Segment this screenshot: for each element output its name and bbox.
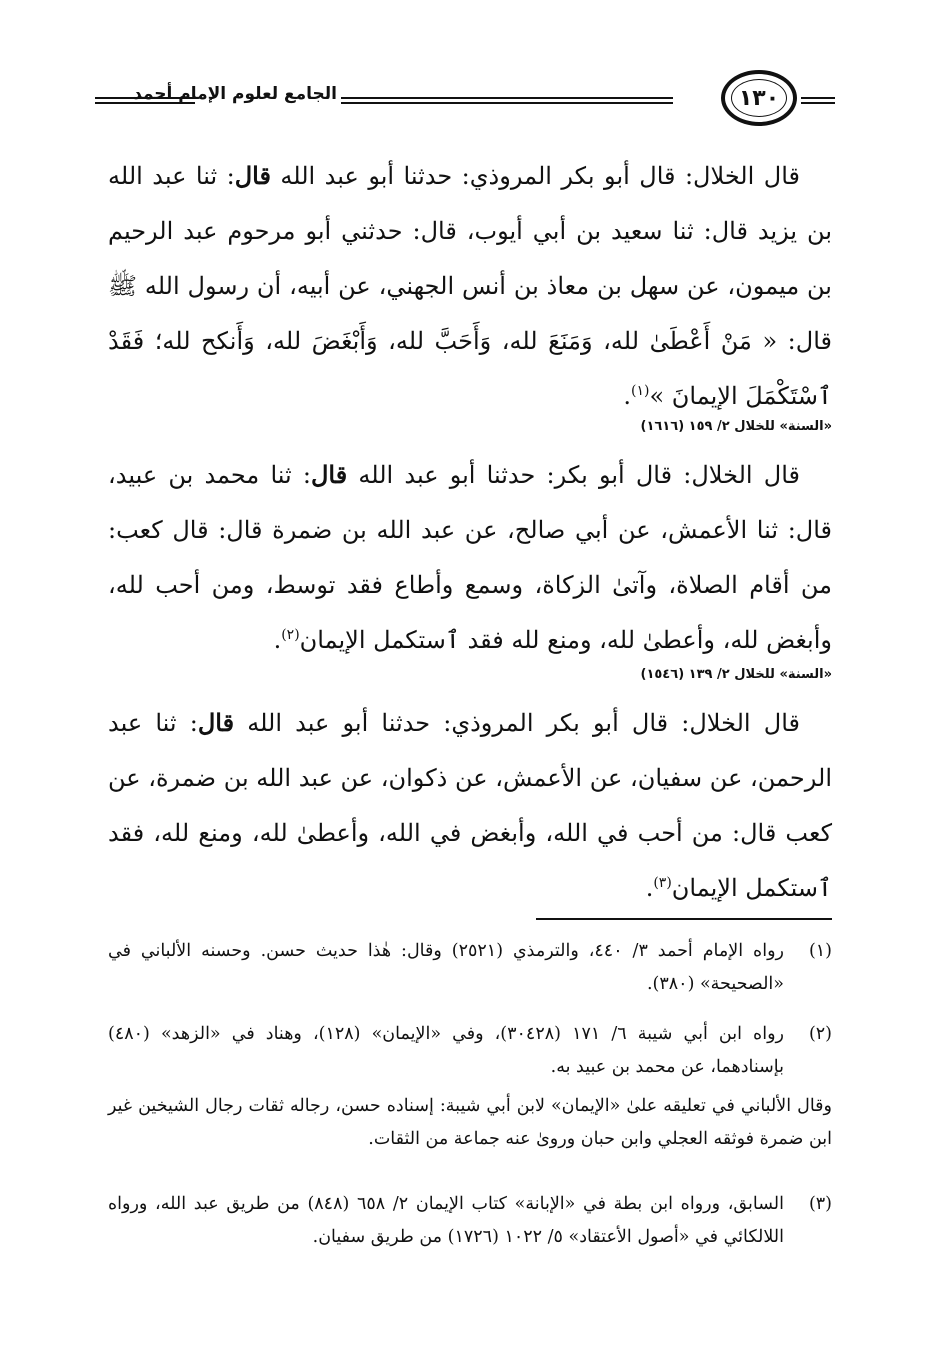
footnote-3-number: (٣) (808, 1194, 832, 1214)
header-rule-middle (341, 97, 673, 104)
footnote-1-number: (١) (808, 941, 832, 961)
footnote-2-text: رواه ابن أبي شيبة ٦/ ١٧١ (٣٠٤٢٨)، وفي «الإيمان» (١٢٨)، وهناد في «الزهد» (٤٨٠) بإسنادهما، عن محمد بن عبيد به. (108, 1024, 784, 1077)
running-title: الجامع لعلوم الإمام أحمد (133, 84, 337, 104)
page-header (95, 68, 835, 132)
source-citation-2: «السنة» للخلال ٢/ ١٣٩ (١٥٤٦) (640, 667, 832, 682)
footnote-2-continuation: وقال الألباني في تعليقه علىٰ «الإيمان» لابن أبي شيبة: إسناده حسن، رجاله ثقات رجال الشيخين غير ابن ضمرة فوثقه العجلي وابن حبان وروىٰ عنه جماعة من الثقات. (108, 1096, 832, 1149)
footnote-2-number: (٢) (808, 1024, 832, 1044)
paragraph-3-text-b: : ثنا عبد الرحمن، عن سفيان، عن الأعمش، عن ذكوان، عن عبد الله بن ضمرة، عن كعب قال: من أحب في الله، وأبغض في الله، وأعطىٰ لله، ومنع لله، فقد ٱستكمل الإيمان (108, 709, 832, 902)
header-rule-right (801, 97, 835, 104)
paragraph-1-text-b: : ثنا عبد الله بن يزيد قال: ثنا سعيد بن أبي أيوب، قال: حدثني أبو مرحوم عبد الرحيم بن ميمون، عن سهل بن معاذ بن أنس الجهني، عن أبيه، أن رسول الله ﷺ قال: « مَنْ أَعْطَىٰ لله، وَمَنَعَ لله، وَأَحَبَّ لله، وَأَبْغَضَ لله، وَأَنكح لله؛ فَقَدْ ٱسْتَكْمَلَ الإيمانَ » (108, 162, 832, 410)
paragraph-3 (108, 695, 832, 916)
page-number-ornament (721, 70, 797, 126)
footnote-ref-2[interactable]: (٢) (281, 627, 300, 643)
paragraph-2-qal: قال (310, 460, 348, 489)
paragraph-1 (108, 148, 832, 424)
paragraph-3-text-a: قال الخلال: قال أبو بكر المروذي: حدثنا أبو عبد الله (234, 709, 800, 737)
footnote-3 (108, 1188, 832, 1254)
paragraph-3-qal: قال (197, 708, 235, 737)
footnote-1 (108, 935, 832, 1001)
page-number: ١٣٠ (738, 86, 780, 111)
paragraph-2-end: . (273, 626, 282, 654)
footnote-1-text: رواه الإمام أحمد ٣/ ٤٤٠، والترمذي (٢٥٢١) وقال: هٰذا حديث حسن. وحسنه الألباني في «الصحيحة» (٣٨٠). (108, 941, 784, 994)
paragraph-1-qal: قال (234, 161, 271, 190)
footnote-ref-1[interactable]: (١) (631, 383, 650, 399)
footnote-ref-3[interactable]: (٣) (653, 875, 672, 891)
paragraph-2-text-b: : ثنا محمد بن عبيد، قال: ثنا الأعمش، عن أبي صالح، عن عبد الله بن ضمرة قال: قال كعب: من أقام الصلاة، وآتىٰ الزكاة، وسمع وأطاع فقد توسط، ومن أحب لله، وأبغض لله، وأعطىٰ لله، ومنع لله فقد ٱستكمل الإيمان (108, 461, 832, 654)
paragraph-1-text-a: قال الخلال: قال أبو بكر المروذي: حدثنا أبو عبد الله (270, 162, 800, 190)
paragraph-2 (108, 447, 832, 668)
source-citation-1: «السنة» للخلال ٢/ ١٥٩ (١٦١٦) (640, 419, 832, 434)
paragraph-2-text-a: قال الخلال: قال أبو بكر: حدثنا أبو عبد الله (347, 461, 801, 489)
footnote-2 (108, 1018, 832, 1156)
paragraph-3-end: . (645, 874, 654, 902)
footnote-3-text: السابق، ورواه ابن بطة في «الإبانة» كتاب الإيمان ٢/ ٦٥٨ (٨٤٨) من طريق عبد الله، ورواه اللالكائي في «أصول الأعتقاد» ٥/ ١٠٢٢ (١٧٢٦) من طريق سفيان. (108, 1194, 784, 1247)
paragraph-1-end: . (623, 382, 632, 410)
footnote-separator (536, 918, 832, 920)
